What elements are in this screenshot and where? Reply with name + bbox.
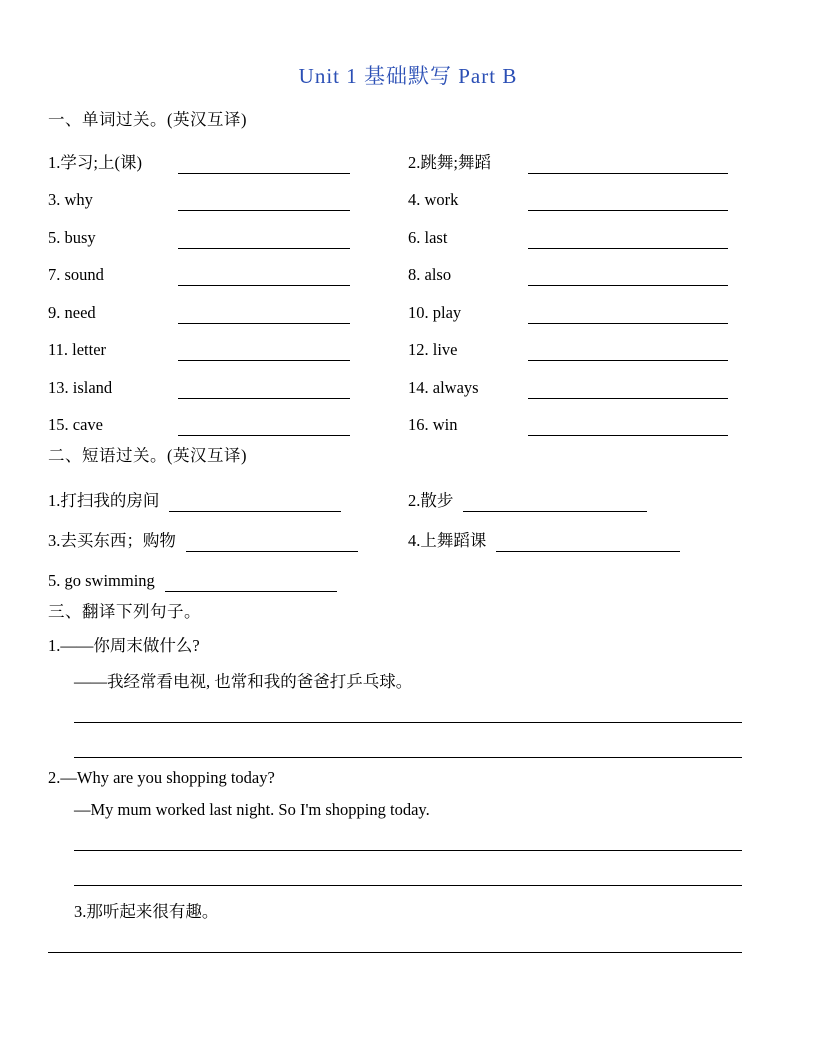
word-answer-blank[interactable]	[528, 153, 728, 174]
word-answer-blank[interactable]	[528, 378, 728, 399]
word-label: 16. win	[408, 415, 458, 434]
phrase-item	[408, 527, 768, 552]
word-item	[48, 265, 408, 286]
word-row	[48, 136, 768, 174]
section-heading-translation: 三、翻译下列句子。	[48, 602, 201, 621]
word-row	[48, 249, 768, 287]
word-label: 3. why	[48, 190, 93, 209]
word-item	[48, 415, 408, 436]
translation-prompt-line: 3.那听起来很有趣。	[74, 902, 219, 921]
word-row	[48, 286, 768, 324]
translation-answer-blank[interactable]	[74, 757, 742, 758]
word-item	[408, 303, 768, 324]
phrase-answer-blank[interactable]	[496, 531, 680, 552]
translation-answer-blank[interactable]	[74, 850, 742, 851]
word-item	[48, 378, 408, 399]
phrase-label: 4.上舞蹈课	[408, 531, 487, 550]
word-item	[408, 228, 768, 249]
phrase-row	[48, 552, 768, 592]
translation-answer-blank[interactable]	[74, 722, 742, 723]
word-item	[48, 303, 408, 324]
word-answer-blank[interactable]	[178, 415, 350, 436]
translation-item	[48, 768, 768, 886]
word-label: 8. also	[408, 265, 452, 284]
page-title: Unit 1 基础默写 Part B	[298, 64, 518, 88]
phrase-label: 3.去买东西；购物	[48, 531, 176, 550]
word-item	[408, 378, 768, 399]
word-answer-blank[interactable]	[528, 415, 728, 436]
word-label: 14. always	[408, 377, 479, 397]
word-row	[48, 211, 768, 249]
word-answer-blank[interactable]	[178, 340, 350, 361]
word-item	[408, 149, 768, 174]
phrase-item	[408, 487, 768, 512]
word-label: 5. busy	[48, 227, 96, 247]
section-heading-words: 一、单词过关。(英汉互译)	[48, 110, 247, 129]
phrase-item	[48, 487, 408, 512]
phrase-label: 5. go swimming	[48, 571, 155, 590]
phrase-answer-blank[interactable]	[165, 571, 337, 592]
word-answer-blank[interactable]	[178, 153, 350, 174]
word-label: 2.跳舞;舞蹈	[408, 152, 491, 172]
translation-answer-blank[interactable]	[74, 885, 742, 886]
phrase-label: 2.散步	[408, 491, 454, 510]
phrase-row	[48, 472, 768, 512]
word-answer-blank[interactable]	[528, 303, 728, 324]
word-answer-blank[interactable]	[178, 378, 350, 399]
translation-item	[48, 632, 768, 758]
word-row	[48, 174, 768, 212]
word-item	[48, 190, 408, 211]
phrase-item	[48, 571, 408, 592]
word-label: 10. play	[408, 302, 462, 322]
word-item	[408, 265, 768, 286]
word-label: 12. live	[408, 340, 458, 359]
word-answer-blank[interactable]	[178, 190, 350, 211]
translation-item	[48, 898, 768, 953]
word-answer-blank[interactable]	[178, 303, 350, 324]
word-row	[48, 361, 768, 399]
word-label: 4. work	[408, 190, 459, 209]
word-item	[408, 340, 768, 361]
word-label: 9. need	[48, 302, 96, 322]
word-label: 13. island	[48, 377, 113, 397]
translation-prompt-line: 2.—Why are you shopping today?	[48, 768, 275, 787]
phrase-answer-blank[interactable]	[169, 491, 341, 512]
phrase-answer-blank[interactable]	[186, 531, 358, 552]
word-answer-blank[interactable]	[528, 228, 728, 249]
phrase-label: 1.打扫我的房间	[48, 491, 160, 510]
word-label: 11. letter	[48, 340, 107, 359]
word-item	[48, 228, 408, 249]
section-heading-phrases: 二、短语过关。(英汉互译)	[48, 446, 247, 465]
word-answer-blank[interactable]	[178, 265, 350, 286]
phrase-answer-blank[interactable]	[463, 491, 647, 512]
word-answer-blank[interactable]	[528, 265, 728, 286]
translation-prompt-line: —My mum worked last night. So I'm shopping today.	[74, 800, 430, 819]
word-answer-blank[interactable]	[178, 228, 350, 249]
translation-prompt-line: ——我经常看电视, 也常和我的爸爸打乒乓球。	[74, 672, 413, 691]
word-label: 7. sound	[48, 265, 104, 284]
word-row	[48, 324, 768, 362]
word-item	[48, 340, 408, 361]
word-label: 6. last	[408, 227, 448, 247]
word-answer-blank[interactable]	[528, 190, 728, 211]
word-item	[408, 190, 768, 211]
word-label: 1.学习;上(课)	[48, 152, 142, 172]
translation-prompt-line: 1.——你周末做什么?	[48, 636, 200, 655]
translation-answer-blank[interactable]	[48, 952, 742, 953]
word-item	[48, 149, 408, 174]
phrase-item	[48, 527, 408, 552]
word-answer-blank[interactable]	[528, 340, 728, 361]
word-label: 15. cave	[48, 415, 103, 434]
phrase-row	[48, 512, 768, 552]
word-row	[48, 399, 768, 437]
word-item	[408, 415, 768, 436]
